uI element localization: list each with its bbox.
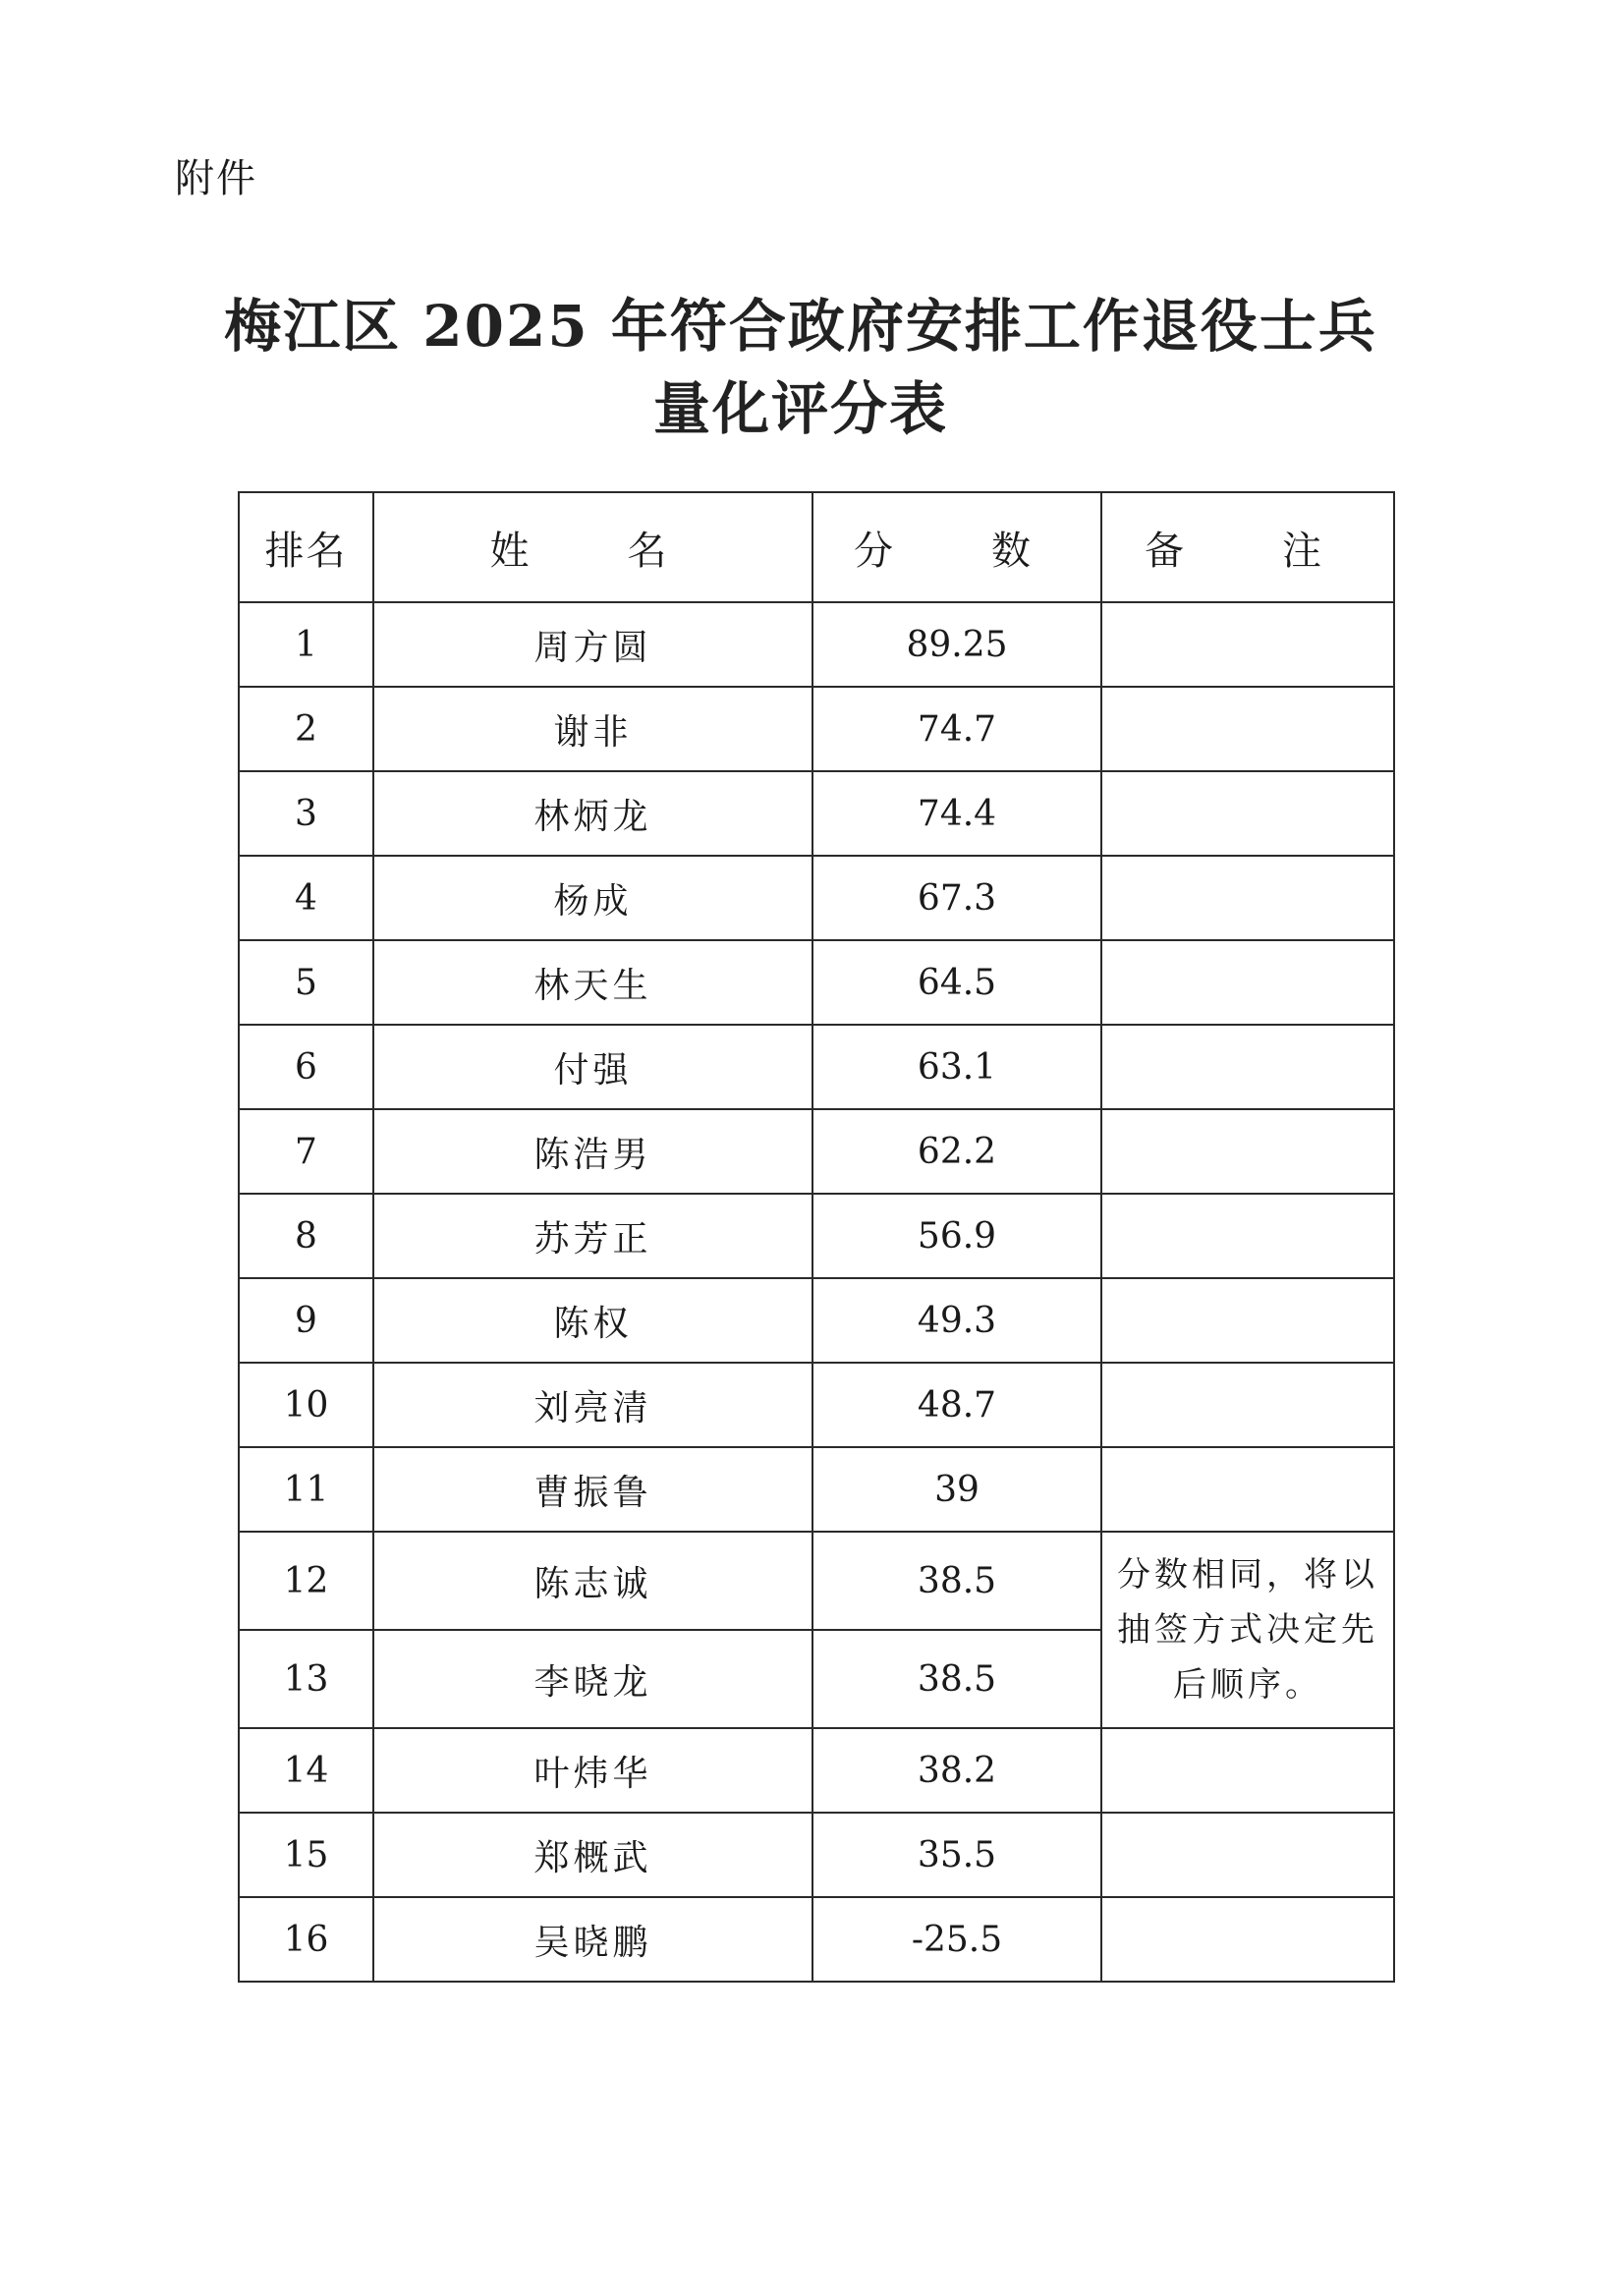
rank-cell: 8 [239, 1194, 373, 1278]
name-cell: 曹振鲁 [373, 1447, 812, 1532]
rank-cell: 7 [239, 1109, 373, 1194]
table-row [239, 771, 1394, 856]
name-cell: 陈权 [373, 1278, 812, 1363]
score-cell: 38.2 [812, 1728, 1101, 1813]
table-row [239, 1194, 1394, 1278]
name-cell: 周方圆 [373, 602, 812, 687]
score-cell: 64.5 [812, 940, 1101, 1025]
score-cell: 74.4 [812, 771, 1101, 856]
score-cell: 39 [812, 1447, 1101, 1532]
remark-cell [1101, 1728, 1394, 1813]
rank-cell: 15 [239, 1813, 373, 1897]
rank-cell: 10 [239, 1363, 373, 1447]
remark-cell [1101, 1025, 1394, 1109]
rank-cell: 1 [239, 602, 373, 687]
name-cell: 谢非 [373, 687, 812, 771]
remark-cell [1101, 1447, 1394, 1532]
table-row [239, 1109, 1394, 1194]
table-row [239, 1363, 1394, 1447]
table-row [239, 856, 1394, 940]
rank-cell: 4 [239, 856, 373, 940]
header-name: 姓 名 [373, 492, 812, 602]
name-cell: 林天生 [373, 940, 812, 1025]
table-row [239, 1447, 1394, 1532]
attachment-label: 附件 [175, 156, 257, 201]
name-cell: 付强 [373, 1025, 812, 1109]
rank-cell: 11 [239, 1447, 373, 1532]
name-cell: 郑概武 [373, 1813, 812, 1897]
rank-cell: 13 [239, 1630, 373, 1728]
header-score: 分 数 [812, 492, 1101, 602]
rank-cell: 2 [239, 687, 373, 771]
header-rank: 排名 [239, 492, 373, 602]
name-cell: 陈浩男 [373, 1109, 812, 1194]
name-cell: 李晓龙 [373, 1630, 812, 1728]
score-cell: 35.5 [812, 1813, 1101, 1897]
remark-cell [1101, 687, 1394, 771]
score-table [238, 491, 1395, 1983]
name-cell: 杨成 [373, 856, 812, 940]
score-cell: 63.1 [812, 1025, 1101, 1109]
rank-cell: 3 [239, 771, 373, 856]
name-cell: 陈志诚 [373, 1532, 812, 1630]
score-cell: 89.25 [812, 602, 1101, 687]
table-row [239, 1728, 1394, 1813]
score-cell: 67.3 [812, 856, 1101, 940]
score-cell: 48.7 [812, 1363, 1101, 1447]
title-line-1: 梅江区 2025 年符合政府安排工作退役士兵 [224, 293, 1377, 360]
score-cell: 49.3 [812, 1278, 1101, 1363]
remark-cell [1101, 1278, 1394, 1363]
name-cell: 林炳龙 [373, 771, 812, 856]
score-cell: 74.7 [812, 687, 1101, 771]
remark-cell [1101, 1897, 1394, 1982]
score-cell: 38.5 [812, 1630, 1101, 1728]
remark-cell [1101, 602, 1394, 687]
rank-cell: 16 [239, 1897, 373, 1982]
table-row [239, 1532, 1394, 1630]
table-row [239, 602, 1394, 687]
header-remark: 备 注 [1101, 492, 1394, 602]
remark-cell [1101, 1194, 1394, 1278]
score-cell: -25.5 [812, 1897, 1101, 1982]
remark-cell [1101, 771, 1394, 856]
name-cell: 刘亮清 [373, 1363, 812, 1447]
table-row [239, 1025, 1394, 1109]
remark-cell [1101, 1109, 1394, 1194]
table-row [239, 1897, 1394, 1982]
table-row [239, 1813, 1394, 1897]
table-row [239, 1278, 1394, 1363]
rank-cell: 12 [239, 1532, 373, 1630]
name-cell: 吴晓鹏 [373, 1897, 812, 1982]
remark-cell [1101, 856, 1394, 940]
rank-cell: 9 [239, 1278, 373, 1363]
rank-cell: 5 [239, 940, 373, 1025]
name-cell: 苏芳正 [373, 1194, 812, 1278]
score-cell: 38.5 [812, 1532, 1101, 1630]
remark-cell [1101, 1813, 1394, 1897]
title-line-2: 量化评分表 [652, 375, 948, 442]
table-row [239, 940, 1394, 1025]
rank-cell: 6 [239, 1025, 373, 1109]
rank-cell: 14 [239, 1728, 373, 1813]
score-cell: 56.9 [812, 1194, 1101, 1278]
remark-cell [1101, 1363, 1394, 1447]
table-row [239, 687, 1394, 771]
remark-cell-merged: 分数相同，将以抽签方式决定先后顺序。 [1101, 1532, 1394, 1728]
table-header-row [239, 492, 1394, 602]
name-cell: 叶炜华 [373, 1728, 812, 1813]
score-cell: 62.2 [812, 1109, 1101, 1194]
remark-cell [1101, 940, 1394, 1025]
document-title [196, 285, 1405, 450]
